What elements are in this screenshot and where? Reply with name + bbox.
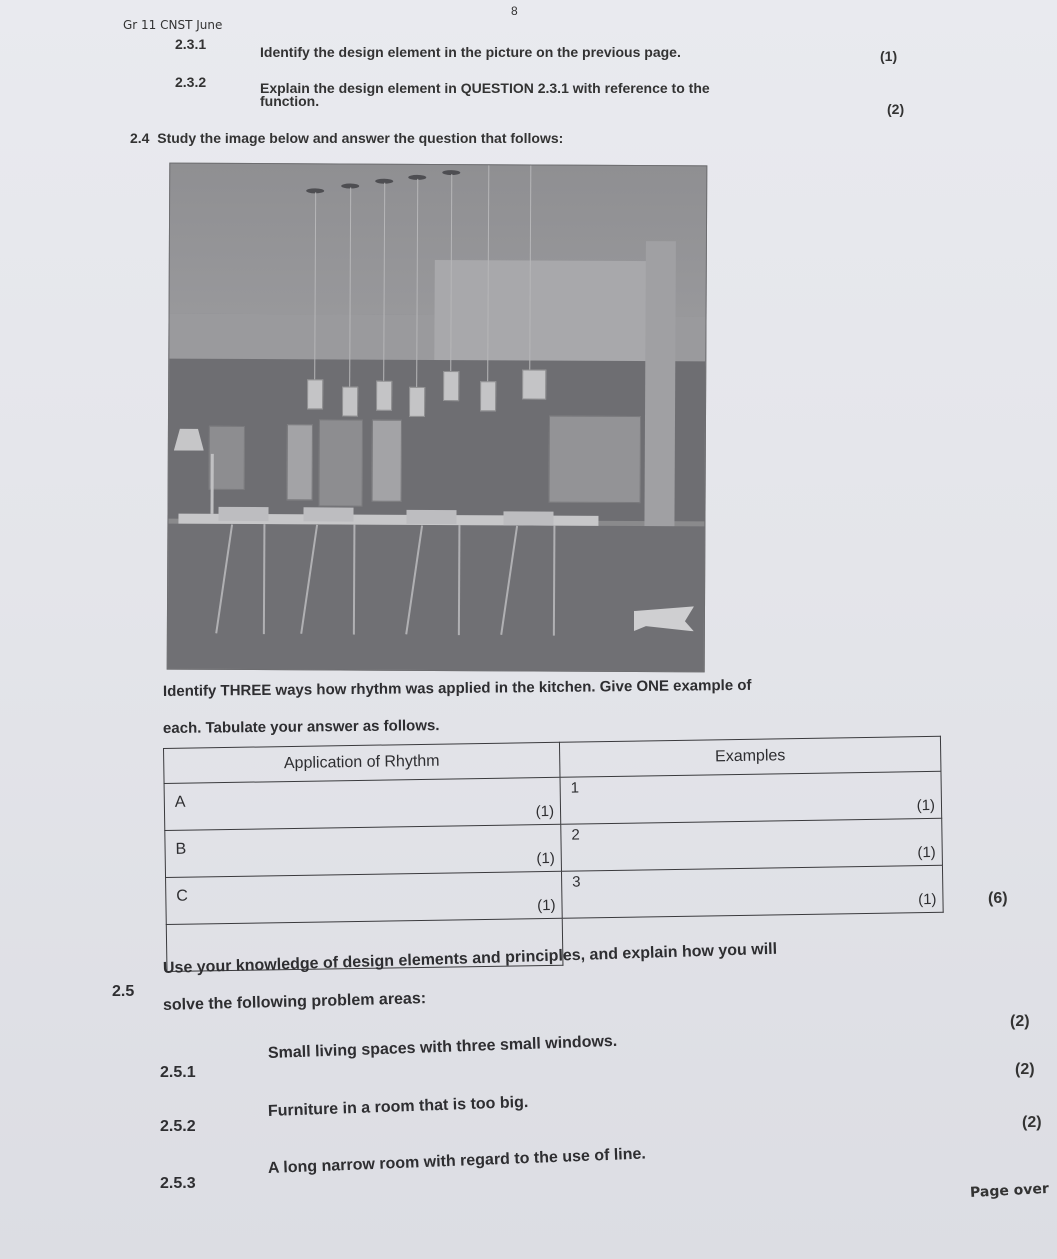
kitchen-photo xyxy=(167,163,708,673)
question-text-2-5-3: A long narrow room with regard to the use of line. xyxy=(267,1145,647,1177)
mark-2-5-2: (2) xyxy=(1015,1061,1035,1078)
question-2-5-line2: solve the following problem areas: xyxy=(162,990,427,1014)
answer-cell-a[interactable] xyxy=(164,777,561,830)
question-2-4: 2.4 Study the image below and answer the question that follows: xyxy=(130,130,564,146)
table-header-application: Application of Rhythm xyxy=(164,742,561,783)
photo-light-panel xyxy=(434,260,650,366)
photo-floor xyxy=(168,524,705,672)
mark-2-5-1: (2) xyxy=(1010,1013,1030,1030)
pendant-shade-icon xyxy=(376,381,392,411)
pendant-shade-icon xyxy=(342,387,358,417)
example-number: 2 xyxy=(571,826,580,844)
row-label: C xyxy=(176,887,189,905)
stool-seat xyxy=(303,507,353,521)
example-cell-2[interactable] xyxy=(561,818,943,871)
stool-seat xyxy=(406,510,456,524)
mark-2-3-1: (1) xyxy=(880,48,898,64)
rhythm-instruction-line1: Identify THREE ways how rhythm was applied in the kitchen. Give ONE example of xyxy=(162,676,752,700)
photo-cabinet xyxy=(319,419,363,506)
question-number-2-5-2: 2.5.2 xyxy=(160,1118,196,1135)
question-text-2-3-2-line1: Explain the design element in QUESTION 2.3.1 with reference to the xyxy=(260,80,710,96)
question-2-5-line1: Use your knowledge of design elements and principles, and explain how you will xyxy=(162,940,778,977)
row-mark: (1) xyxy=(535,802,555,821)
question-number-2-5: 2.5 xyxy=(112,983,135,1000)
page-header: Gr 11 CNST June xyxy=(123,18,223,32)
question-text-2-3-2-line2: function. xyxy=(260,93,320,109)
table-header-examples: Examples xyxy=(559,736,941,777)
photo-cabinet xyxy=(209,426,245,490)
page-over-label: Page over xyxy=(969,1180,1050,1202)
page-number: 8 xyxy=(511,4,518,18)
row-mark: (1) xyxy=(537,896,556,915)
example-mark: (1) xyxy=(917,843,936,862)
pendant-shade-icon xyxy=(409,387,425,417)
answer-cell-c[interactable] xyxy=(166,871,563,924)
rhythm-instruction-line2: each. Tabulate your answer as follows. xyxy=(162,717,440,737)
pendant-shade-icon xyxy=(443,371,459,401)
pendant-shade-icon xyxy=(307,379,323,409)
question-number-2-5-1: 2.5.1 xyxy=(160,1064,196,1081)
row-mark: (1) xyxy=(536,849,555,868)
example-cell-1[interactable] xyxy=(560,771,942,824)
lamp-stand xyxy=(210,454,213,514)
example-mark: (1) xyxy=(917,890,937,909)
stool-seat xyxy=(503,511,553,525)
table-total-mark: (6) xyxy=(988,890,1008,907)
photo-fridge xyxy=(549,416,641,503)
answer-cell-b[interactable] xyxy=(165,824,562,877)
pendant-shade-icon xyxy=(480,381,496,411)
example-mark: (1) xyxy=(916,796,936,815)
question-text-2-3-1: Identify the design element in the picture on the previous page. xyxy=(260,44,681,60)
row-label: B xyxy=(175,840,187,858)
pendant-shade-icon xyxy=(522,369,546,399)
question-number-2-3-2: 2.3.2 xyxy=(175,74,207,90)
example-number: 1 xyxy=(570,779,580,797)
photo-cabinet xyxy=(287,424,313,500)
stool-seat xyxy=(218,507,268,521)
example-number: 3 xyxy=(572,873,581,891)
photo-cabinet xyxy=(372,420,402,502)
question-text-2-5-1: Small living spaces with three small windows. xyxy=(267,1032,618,1062)
question-number-2-5-3: 2.5.3 xyxy=(160,1175,196,1192)
row-label: A xyxy=(174,793,186,811)
mark-2-3-2: (2) xyxy=(887,101,905,117)
rhythm-answer-table xyxy=(163,736,944,972)
mark-2-5-3: (2) xyxy=(1022,1114,1042,1131)
question-number-2-3-1: 2.3.1 xyxy=(175,36,207,52)
example-cell-3[interactable] xyxy=(561,865,943,918)
question-text-2-5-2: Furniture in a room that is too big. xyxy=(267,1093,529,1120)
